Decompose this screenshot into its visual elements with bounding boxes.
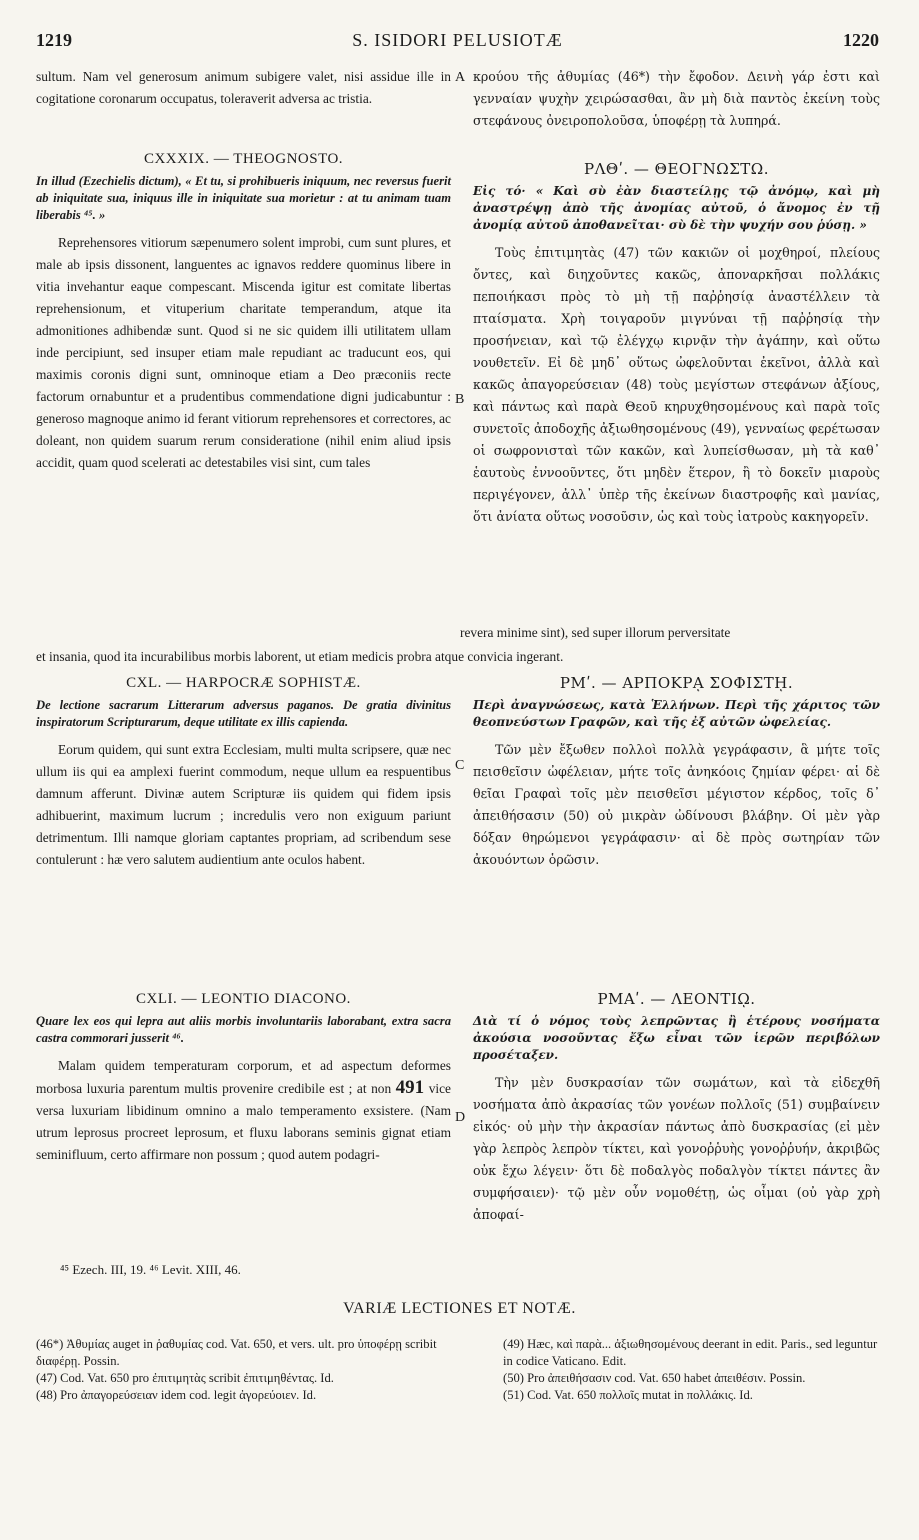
greek-letter-140 (473, 672, 880, 871)
latin-letter-140 (36, 672, 451, 871)
margin-marker-d: D (455, 1110, 466, 1125)
letter-argument: In illud (Ezechielis dictum), « Et tu, si prohibueris iniquum, nec reversus fuerit ab iniquitate sua, iniquus ille in iniquitate sua morietur : at tu animam tuam liberabis ⁴⁵. » (36, 174, 451, 222)
spanning-line-1: revera minime sint), sed super illorum perversitate (460, 625, 731, 640)
latin-letter-139 (36, 148, 451, 474)
note: (46*) Ἀθυμίας auget in ῥαθυμίας cod. Vat. 650, et vers. ult. pro ὑποφέρῃ scribit διαφέρῃ. Possin. (36, 1337, 437, 1368)
page-number-right: 1220 (843, 30, 879, 50)
column-number: 491 (395, 1077, 425, 1098)
latin-letter-141 (36, 988, 451, 1166)
variae-title: VARIÆ LECTIONES ET NOTÆ. (343, 1300, 576, 1317)
letter-argument: Εἰς τό· « Καὶ σὺ ἐὰν διαστείλῃς τῷ ἀνόμῳ, καὶ μὴ ἀναστρέψῃ ἀπὸ τῆς ἀνομίας αὐτοῦ, ὁ ἄνομος ἐν τῇ ἀνομίᾳ αὐτοῦ ἀποθανεῖται· σὺ δὲ τὴν ψυχήν σου ῥύσῃ. » (473, 184, 880, 232)
latin-continuation: sultum. Nam vel generosum animum subigere valet, nisi assidue ille in cogitatione coronarum occupatus, toleraverit adversa ac tristia. (36, 69, 451, 106)
letter-text: Τὴν μὲν δυσκρασίαν τῶν σωμάτων, καὶ τὰ εἰδεχθῆ νοσήματα ἀπὸ ἀκρασίας τῶν γονέων πολλοῖς (51) συμβαίνειν εἰκός· οὐ μὴν τὴν ἀκρασίαν πάντως ἀπὸ δυσκρασίας (εἰ μὲν γὰρ λεπρὸς λεπρὸν τίκτει, καὶ γονοῤῥυὴς γονοῤῥυήν, ἀκριβῶς οὐκ ἔχω λέγειν· ὅτι δὲ ποδαλγὸς ποδαλγὸν τίκτει πάντες ἂν συμφήσαιεν)· τῷ μὲν οὖν νομοθέτῃ, ὡς οἶμαι (οὐ γὰρ χρὴ ἀποφαί- (473, 1075, 880, 1222)
note: (48) Pro ἀπαγορεύσειαν idem cod. legit ἀγορεύοιεν. Id. (36, 1388, 317, 1402)
letter-text: Reprehensores vitiorum sæpenumero solent improbi, cum sunt plures, et male ab ipsis dissonent, languentes ac ignavos reddere quominus libere in vitia invehantur eaque compescant. Miscenda igitur est comitate libertas reprehensionum, et vituperium charitate temperandum, atque ita admonitiones adhibendæ sunt. Quod si ne sic quidem illi utilitatem ullam inde percipiunt, sed insuper etiam male repudiant ac traducunt eos, qui maximis coronis digni sunt, omninoque etiam a Deo præconiis recte factorum ornabuntur et a prudentibus commendatione digni judicabuntur : generoso magnoque animo id ferant vitiorum reprehensores et correctores, ac doleant, non quidem suarum rerum consideratione (nihil enim aliud ipsis accidit, quam quod scelerati ac detestabiles visi sint, cum tales (36, 235, 451, 470)
margin-marker-b: B (455, 392, 465, 407)
letter-text: Eorum quidem, qui sunt extra Ecclesiam, multi multa scripsere, quæ nec ullum iis qui ea amplexi fuerint commodum, neque ullum ea respuentibus damnum afferunt. Divinæ autem Scripturæ iis quidem qui fidem ipsis adhibuerint, maximum lucrum ; incredulis vero non exiguum pariunt detrimentum. Illi namque gloriam captantes propriam, ad scribendum sese contulerunt : hæ vero salutem audientium ante oculos habent. (36, 742, 451, 867)
notes-left (36, 1336, 451, 1404)
letter-argument: Περὶ ἀναγνώσεως, κατὰ Ἑλλήνων. Περὶ τῆς χάριτος τῶν θεοπνεύστων Γραφῶν, καὶ τῆς ἐξ αὐτῶν ὠφελείας. (473, 698, 880, 729)
letter-text: Τῶν μὲν ἔξωθεν πολλοὶ πολλὰ γεγράφασιν, ἃ μήτε τοῖς πεισθεῖσιν ὠφέλειαν, μήτε τοῖς ἀνηκόοις ζημίαν φέρει· αἱ δὲ θεῖαι Γραφαὶ τοῖς μὲν πεισθεῖσι μέγιστον κέρδος, τοῖς δ᾽ ἀπειθήσασιν (50) οὐ μικρὰν ὠδίνουσι βλάβην. Οἱ μὲν γὰρ δόξαν θηρώμενοι γεγράφασιν· αἱ δὲ πρὸς σωτηρίαν τῶν ἀκουόντων ὁρῶσιν. (473, 742, 880, 867)
note: (51) Cod. Vat. 650 πολλοῖς mutat in πολλάκις. Id. (503, 1388, 753, 1402)
margin-marker-a: A (455, 70, 466, 85)
greek-letter-139 (473, 158, 880, 528)
notes-right (503, 1336, 883, 1404)
page-number-left: 1219 (36, 30, 72, 50)
letter-heading: CXLI. — LEONTIO DIACONO. (136, 991, 351, 1007)
letter-heading: CXL. — HARPOCRÆ SOPHISTÆ. (126, 675, 361, 691)
spanning-line-2: et insania, quod ita incurabilibus morbis laborent, ut etiam medicis probra atque convicia ingerant. (36, 649, 564, 664)
letter-text: Malam quidem temperaturam corporum, et ad aspectum deformes morbosa luxuria parentum multis provenire credibile est ; at non 491 vice versa luxuriam libidinum omnino a malo temperamento exsistere. (Nam utrum leprosus procreet leprosum, et fluxu laborans seminis gignat etiam seminifluum, certo affirmare non possum ; quod autem podagri- (36, 1058, 451, 1162)
letter-heading: ΡΛΘʹ. — ΘΕΟΓΝΩΣΤΩ. (583, 160, 770, 178)
greek-letter-141 (473, 988, 880, 1226)
greek-continuation: κρούου τῆς ἀθυμίας (46*) τὴν ἔφοδον. Δεινὴ γάρ ἐστι καὶ γενναίαν ψυχὴν χειρώσασθαι, ἂν μὴ διὰ παντὸς ἐκείνη τοὺς στεφάνους ὀνειροπολοῦσα, ὑποφέρῃ τὰ λυπηρά. (473, 69, 880, 128)
running-title: S. ISIDORI PELUSIOTÆ (352, 30, 563, 50)
letter-heading: ΡΜΑʹ. — ΛΕΟΝΤΙῼ. (597, 990, 756, 1008)
running-header (36, 30, 879, 60)
letter-argument: Διὰ τί ὁ νόμος τοὺς λεπρῶντας ἢ ἑτέρους νοσήματα ἀκούσια νοσοῦντας ἔξω εἶναι τῶν ἱερῶν περιβόλων προσέταξεν. (473, 1014, 880, 1062)
letter-heading: ΡΜʹ. — ΑΡΠΟΚΡᾼ ΣΟΦΙΣΤῌ. (559, 674, 794, 692)
letter-argument: Quare lex eos qui lepra aut aliis morbis involuntariis laborabant, extra sacra castra commorari jusserit ⁴⁶. (36, 1014, 451, 1045)
note: (47) Cod. Vat. 650 pro ἐπιτιμητὰς scribit ἐπιτιμηθέντας. Id. (36, 1371, 334, 1385)
letter-text: Τοὺς ἐπιτιμητὰς (47) τῶν κακιῶν οἱ μοχθηροί, πλείους ὄντες, καὶ διηχοῦντες κακῶς, ἀποναρκῆσαι πολλάκις πεποιήκασι πρὸς τὸ μὴ τῇ παῤῥησίᾳ ἀναστέλλειν τὰ πταίσματα. Χρὴ τοιγαροῦν μιγνύναι τῇ παῤῥησίᾳ τὴν προσήνειαν, καὶ τῷ ἐλέγχῳ κιρνᾷν τὴν ἀγάπην, καὶ οὕτω νουθετεῖν. Εἰ δὲ μηδ᾽ οὕτως ὠφελοῦνται ἐκεῖνοι, ἀλλὰ καὶ κακῶς ἀπαγορεύσειαν (48) τοὺς μεγίστων στεφάνων ἀξίους, καὶ πάντως καὶ παρὰ Θεοῦ κηρυχθησομένους καὶ παρὰ τοῖς συνετοῖς ἀποδοχῆς ἀξιωθησομένους (49), γενναίως φερέτωσαν οἱ σωφρονισταὶ τῶν κακῶν, καὶ λυπείσθωσαν, μὴ τὰ καθ᾽ ἑαυτοὺς ἐννοοῦντες, ὅτι μηδὲν ἕτερον, ἢ τὸ δοκεῖν μιαροὺς περιγέγονεν, ἀλλ᾽ ὑπὲρ τῆς ἐκείνων διαστροφῆς καὶ μανίας, ὅτι ἀνίατα οὕτως νοσοῦσιν, ὡς καὶ τοὺς ἰατροὺς κακηγορεῖν. (473, 245, 880, 524)
note: (50) Pro ἀπειθήσασιν cod. Vat. 650 habet ἀπειθέσιν. Possin. (503, 1371, 806, 1385)
letter-heading: CXXXIX. — THEOGNOSTO. (143, 151, 344, 167)
margin-marker-c: C (455, 758, 465, 773)
letter-argument: De lectione sacrarum Litterarum adversus paganos. De gratia divinitus inspiratorum Scripturarum, deque utilitate ex illis capienda. (36, 698, 451, 729)
note: (49) Hæc, καὶ παρὰ... ἀξιωθησομένους deerant in edit. Paris., sed leguntur in codice Vaticano. Edit. (503, 1337, 878, 1368)
footnotes: ⁴⁵ Ezech. III, 19. ⁴⁶ Levit. XIII, 46. (60, 1262, 241, 1277)
